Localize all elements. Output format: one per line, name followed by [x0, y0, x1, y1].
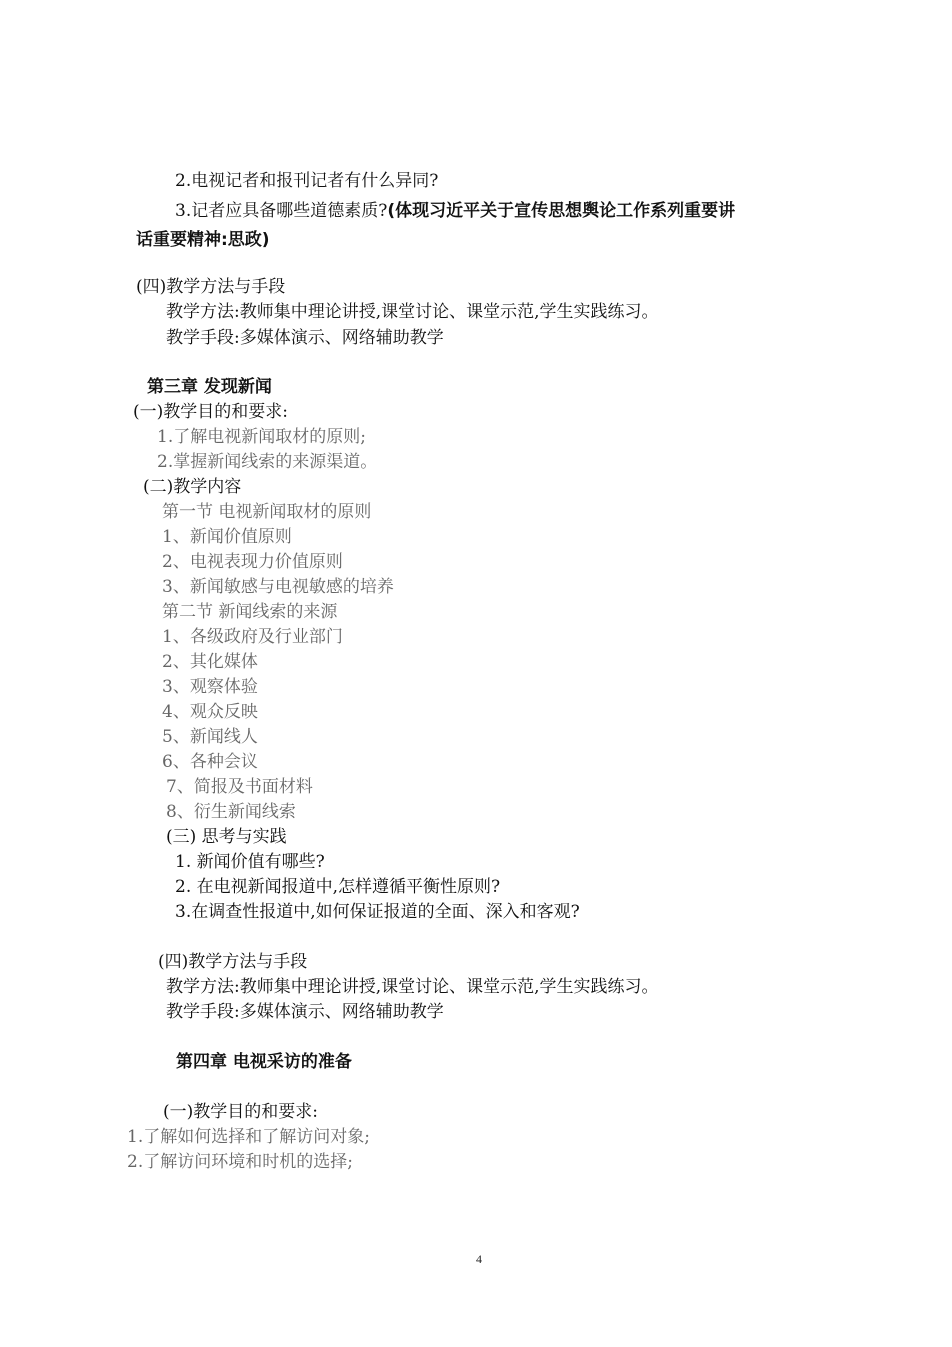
question-3	[175, 200, 735, 222]
ch3-question-1: 1. 新闻价值有哪些?	[175, 852, 325, 872]
ch3-goal-2: 2.掌握新闻线索的来源渠道。	[157, 452, 378, 472]
ch3-section-2: 第二节 新闻线索的来源	[162, 602, 338, 622]
ch3-section-2-item: 3、观察体验	[162, 677, 258, 697]
ch3-section-1-item: 3、新闻敏感与电视敏感的培养	[162, 577, 394, 597]
ch3-content-heading: (二)教学内容	[143, 477, 242, 497]
ch3-question-2: 2. 在电视新闻报道中,怎样遵循平衡性原则?	[175, 877, 501, 897]
ch3-means: 教学手段:多媒体演示、网络辅助教学	[166, 1002, 444, 1022]
chapter-4-title: 第四章 电视采访的准备	[176, 1052, 352, 1072]
ch2-methods-heading: (四)教学方法与手段	[136, 277, 286, 297]
ch4-goals-heading: (一)教学目的和要求:	[163, 1102, 318, 1122]
page-number: 4	[476, 1252, 482, 1266]
ch3-section-2-item: 1、各级政府及行业部门	[162, 627, 343, 647]
ch3-section-2-item: 4、观众反映	[162, 702, 258, 722]
question-2: 2.电视记者和报刊记者有什么异同?	[175, 171, 439, 191]
ch3-goal-1: 1.了解电视新闻取材的原则;	[157, 427, 366, 447]
ch3-question-3: 3.在调查性报道中,如何保证报道的全面、深入和客观?	[175, 902, 580, 922]
ch3-methods-heading: (四)教学方法与手段	[158, 952, 308, 972]
ch3-section-2-item: 8、衍生新闻线索	[166, 802, 296, 822]
question-3-lead: 3.记者应具备哪些道德素质?	[175, 201, 388, 221]
ch3-goals-heading: (一)教学目的和要求:	[133, 402, 288, 422]
ch3-section-2-item: 2、其化媒体	[162, 652, 258, 672]
question-3-emphasis-cont: 话重要精神:思政)	[136, 230, 270, 250]
ch3-section-1-item: 1、新闻价值原则	[162, 527, 292, 547]
ch3-methods: 教学方法:教师集中理论讲授,课堂讨论、课堂示范,学生实践练习。	[166, 977, 659, 997]
ch3-section-1: 第一节 电视新闻取材的原则	[162, 502, 372, 522]
ch3-practice-heading: (三) 思考与实践	[166, 827, 287, 847]
ch2-means: 教学手段:多媒体演示、网络辅助教学	[166, 328, 444, 348]
question-3-emphasis: (体现习近平关于宣传思想舆论工作系列重要讲	[387, 201, 736, 221]
ch3-section-2-item: 6、各种会议	[162, 752, 258, 772]
ch4-goal-2: 2.了解访问环境和时机的选择;	[127, 1152, 353, 1172]
ch3-section-2-item: 7、简报及书面材料	[166, 777, 313, 797]
chapter-3-title: 第三章 发现新闻	[147, 377, 272, 397]
ch3-section-2-item: 5、新闻线人	[162, 727, 258, 747]
ch3-section-1-item: 2、电视表现力价值原则	[162, 552, 343, 572]
ch4-goal-1: 1.了解如何选择和了解访问对象;	[127, 1127, 370, 1147]
ch2-methods: 教学方法:教师集中理论讲授,课堂讨论、课堂示范,学生实践练习。	[166, 302, 659, 322]
